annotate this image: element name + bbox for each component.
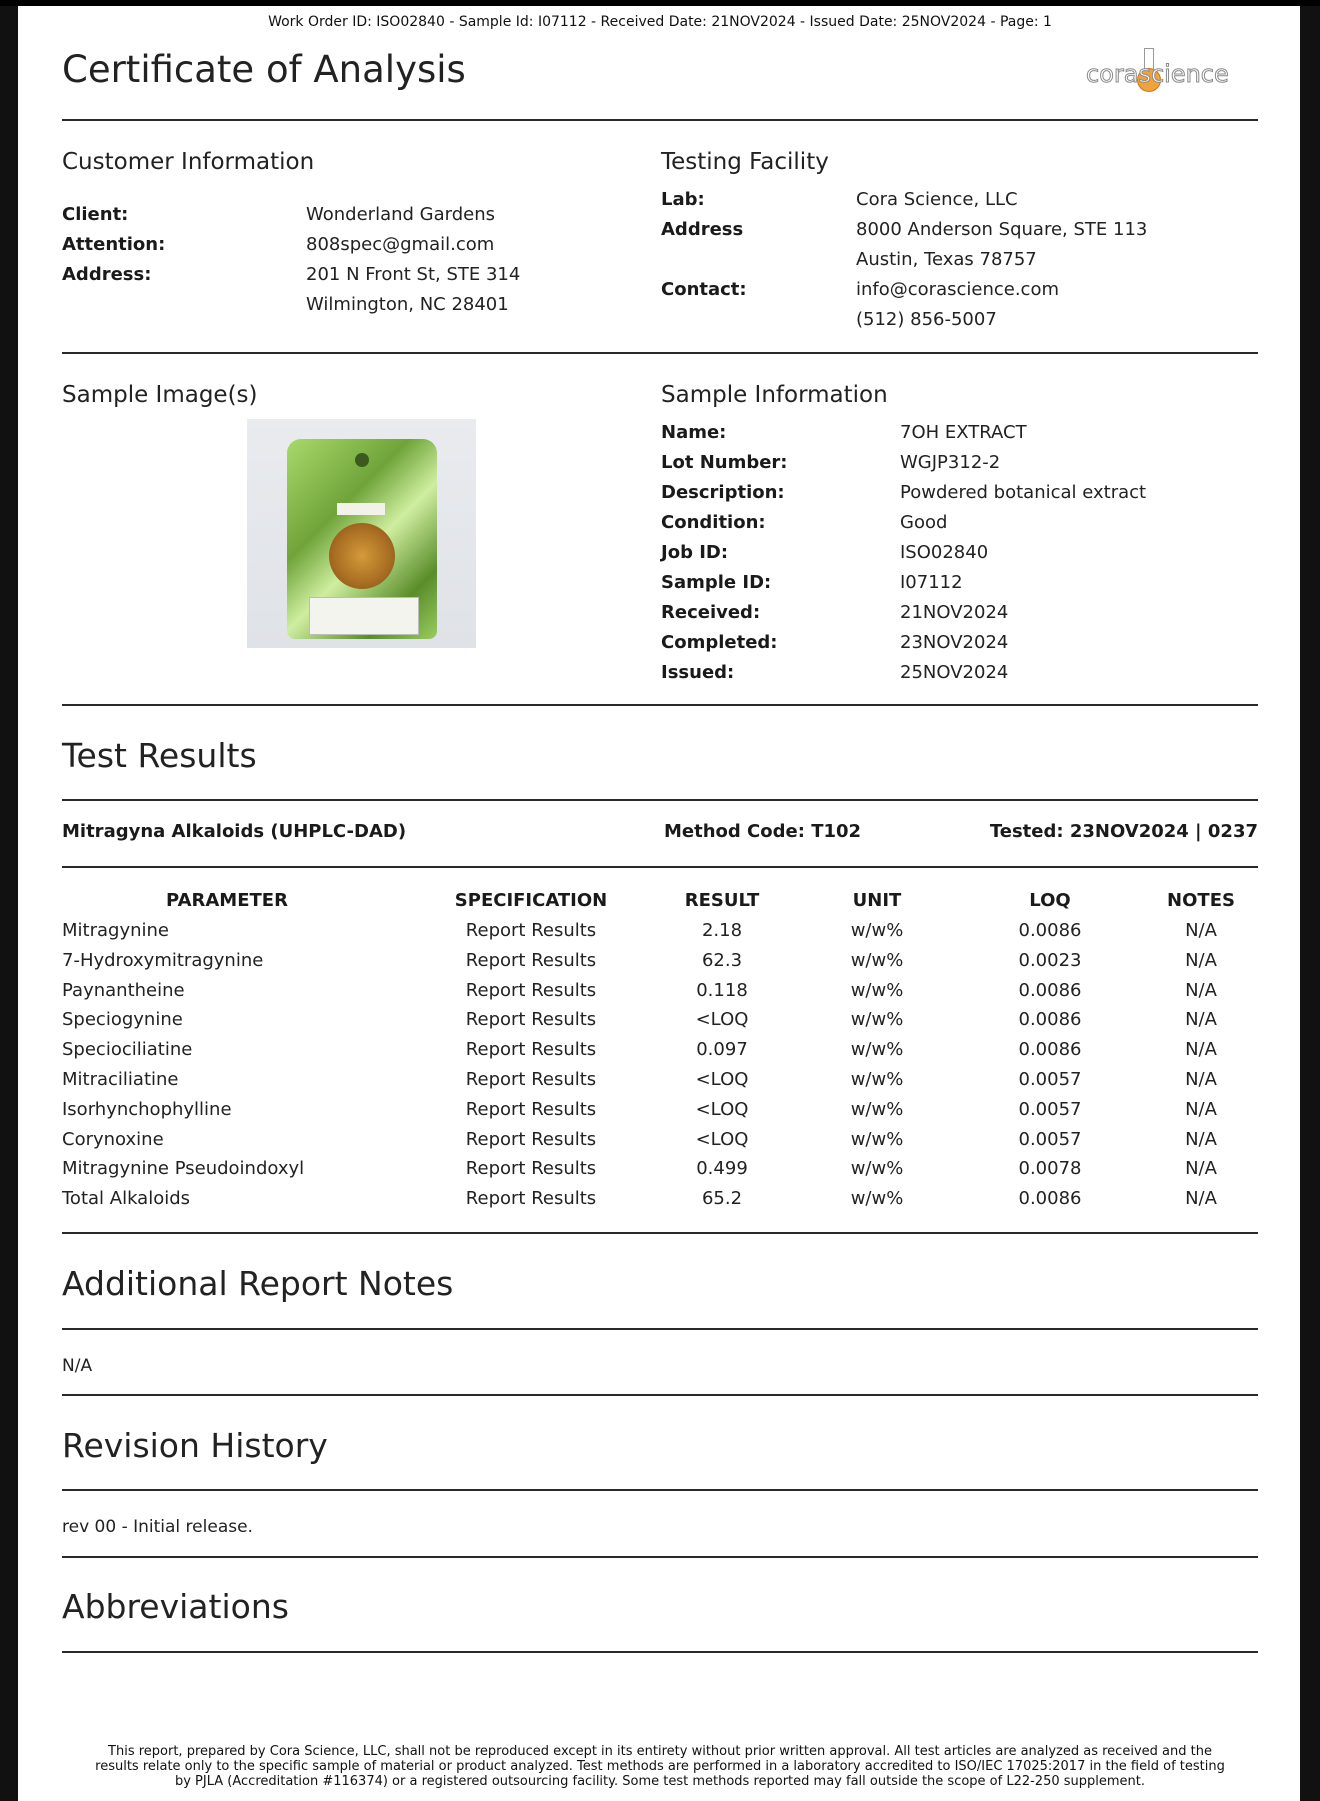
- customer-address-line1: 201 N Front St, STE 314: [306, 264, 521, 285]
- work-order-header: Work Order ID: ISO02840 - Sample Id: I07112 - Received Date: 21NOV2024 - Issued Date: 25NOV2024 - Page: 1: [268, 14, 1052, 30]
- bag-contents: [329, 523, 395, 589]
- result-cell-notes: N/A: [1185, 920, 1217, 941]
- sample-info-label: Condition:: [661, 512, 766, 533]
- legal-footer: [62, 1744, 1258, 1789]
- result-cell-notes: N/A: [1185, 950, 1217, 971]
- result-cell-result: <LOQ: [695, 1009, 749, 1030]
- result-cell-notes: N/A: [1185, 980, 1217, 1001]
- result-cell-spec: Report Results: [465, 1009, 597, 1030]
- result-cell-loq: 0.0078: [1018, 1158, 1082, 1179]
- result-cell-parameter: Mitragynine: [62, 920, 169, 941]
- divider: [62, 866, 1258, 868]
- divider: [62, 1394, 1258, 1396]
- sample-info-label: Completed:: [661, 632, 778, 653]
- result-cell-loq: 0.0057: [1018, 1069, 1082, 1090]
- abbreviations-heading: Abbreviations: [62, 1587, 289, 1626]
- additional-notes-heading: Additional Report Notes: [62, 1264, 454, 1303]
- cora-science-logo: [1086, 46, 1246, 96]
- result-cell-notes: N/A: [1185, 1099, 1217, 1120]
- sample-info-label: Received:: [661, 602, 761, 623]
- result-cell-result: <LOQ: [695, 1129, 749, 1150]
- test-results-heading: Test Results: [62, 736, 257, 775]
- divider: [62, 799, 1258, 801]
- result-cell-parameter: Total Alkaloids: [62, 1188, 191, 1209]
- sample-info-value: 23NOV2024: [900, 632, 1009, 653]
- result-cell-unit: w/w%: [850, 1129, 904, 1150]
- customer-address-label: Address:: [62, 264, 152, 285]
- result-cell-spec: Report Results: [465, 980, 597, 1001]
- result-cell-result: 2.18: [701, 920, 743, 941]
- result-cell-parameter: 7-Hydroxymitragynine: [62, 950, 264, 971]
- result-cell-unit: w/w%: [850, 1158, 904, 1179]
- lab-value: Cora Science, LLC: [856, 189, 1018, 210]
- column-header-loq: LOQ: [1029, 890, 1071, 911]
- method-code: Method Code: T102: [664, 821, 862, 842]
- assay-name: Mitragyna Alkaloids (UHPLC-DAD): [62, 821, 407, 842]
- divider: [62, 352, 1258, 354]
- divider: [62, 704, 1258, 706]
- client-label: Client:: [62, 204, 129, 225]
- footer-line: by PJLA (Accreditation #116374) or a registered outsourcing facility. Some test methods reported may fall outside the scope of L22-250 supplement.: [174, 1774, 1146, 1789]
- column-header-result: RESULT: [684, 890, 760, 911]
- sample-info-label: Description:: [661, 482, 785, 503]
- result-cell-parameter: Speciociliatine: [62, 1039, 193, 1060]
- attention-value: 808spec@gmail.com: [306, 234, 495, 255]
- lab-label: Lab:: [661, 189, 705, 210]
- logo-text: corascience: [1086, 60, 1229, 88]
- result-cell-loq: 0.0023: [1018, 950, 1082, 971]
- result-cell-unit: w/w%: [850, 1009, 904, 1030]
- sample-info-label: Name:: [661, 422, 727, 443]
- result-cell-loq: 0.0086: [1018, 1009, 1082, 1030]
- contact-label: Contact:: [661, 279, 747, 300]
- result-cell-notes: N/A: [1185, 1158, 1217, 1179]
- result-cell-spec: Report Results: [465, 950, 597, 971]
- result-cell-notes: N/A: [1185, 1039, 1217, 1060]
- result-cell-unit: w/w%: [850, 1069, 904, 1090]
- result-cell-unit: w/w%: [850, 1099, 904, 1120]
- result-cell-result: 62.3: [701, 950, 743, 971]
- sample-info-value: Powdered botanical extract: [900, 482, 1147, 503]
- result-cell-result: <LOQ: [695, 1069, 749, 1090]
- result-cell-parameter: Corynoxine: [62, 1129, 164, 1150]
- footer-line: This report, prepared by Cora Science, LLC, shall not be reproduced except in its entirety without prior written approval. All test articles are analyzed as received and the: [108, 1744, 1212, 1759]
- facility-address-label: Address: [661, 219, 744, 240]
- result-cell-loq: 0.0086: [1018, 980, 1082, 1001]
- result-cell-notes: N/A: [1185, 1129, 1217, 1150]
- result-cell-loq: 0.0086: [1018, 920, 1082, 941]
- result-cell-spec: Report Results: [465, 1099, 597, 1120]
- sample-info-label: Job ID:: [661, 542, 729, 563]
- result-cell-unit: w/w%: [850, 1188, 904, 1209]
- footer-line: results relate only to the specific sample of material or product analyzed. Test methods are performed in a laboratory accredited to ISO/IEC 17025:2017 in the field of testing: [95, 1759, 1225, 1774]
- result-cell-notes: N/A: [1185, 1069, 1217, 1090]
- revision-history-heading: Revision History: [62, 1426, 328, 1465]
- result-cell-loq: 0.0057: [1018, 1129, 1082, 1150]
- result-cell-spec: Report Results: [465, 1069, 597, 1090]
- bag-tag: [337, 503, 385, 515]
- sample-info-value: ISO02840: [900, 542, 989, 563]
- page-title: Certificate of Analysis: [62, 48, 466, 91]
- result-cell-result: 0.118: [696, 980, 748, 1001]
- sample-image-heading: Sample Image(s): [62, 382, 258, 408]
- facility-address-line2: Austin, Texas 78757: [856, 249, 1037, 270]
- divider: [62, 1651, 1258, 1653]
- result-cell-notes: N/A: [1185, 1188, 1217, 1209]
- revision-history-text: rev 00 - Initial release.: [62, 1517, 253, 1537]
- divider: [62, 1328, 1258, 1330]
- result-cell-result: 0.499: [696, 1158, 748, 1179]
- result-cell-spec: Report Results: [465, 1129, 597, 1150]
- column-header-parameter: PARAMETER: [166, 890, 288, 911]
- contact-phone: (512) 856-5007: [856, 309, 997, 330]
- divider: [62, 1556, 1258, 1558]
- result-cell-loq: 0.0086: [1018, 1039, 1082, 1060]
- sample-info-value: Good: [900, 512, 948, 533]
- result-cell-parameter: Isorhynchophylline: [62, 1099, 232, 1120]
- document-page: [18, 6, 1300, 1801]
- result-cell-unit: w/w%: [850, 1039, 904, 1060]
- sample-info-value: I07112: [900, 572, 963, 593]
- sample-photo: [247, 419, 476, 648]
- result-cell-unit: w/w%: [850, 950, 904, 971]
- result-cell-parameter: Mitragynine Pseudoindoxyl: [62, 1158, 305, 1179]
- result-cell-parameter: Speciogynine: [62, 1009, 183, 1030]
- facility-address-line1: 8000 Anderson Square, STE 113: [856, 219, 1148, 240]
- result-cell-parameter: Paynantheine: [62, 980, 185, 1001]
- bag-label: [309, 597, 419, 635]
- bag-hang-hole: [355, 453, 369, 467]
- divider: [62, 1232, 1258, 1234]
- tested-date: Tested: 23NOV2024 | 0237: [989, 821, 1258, 842]
- sample-info-label: Lot Number:: [661, 452, 788, 473]
- result-cell-unit: w/w%: [850, 920, 904, 941]
- sample-info-value: WGJP312-2: [900, 452, 1001, 473]
- result-cell-unit: w/w%: [850, 980, 904, 1001]
- sample-bag: [287, 439, 437, 639]
- attention-label: Attention:: [62, 234, 166, 255]
- customer-address-line2: Wilmington, NC 28401: [306, 294, 509, 315]
- sample-info-label: Sample ID:: [661, 572, 772, 593]
- column-header-unit: UNIT: [852, 890, 902, 911]
- result-cell-notes: N/A: [1185, 1009, 1217, 1030]
- client-value: Wonderland Gardens: [306, 204, 495, 225]
- result-cell-result: 0.097: [696, 1039, 748, 1060]
- result-cell-result: <LOQ: [695, 1099, 749, 1120]
- result-cell-parameter: Mitraciliatine: [62, 1069, 179, 1090]
- result-cell-spec: Report Results: [465, 920, 597, 941]
- result-cell-spec: Report Results: [465, 1188, 597, 1209]
- result-cell-spec: Report Results: [465, 1158, 597, 1179]
- divider: [62, 119, 1258, 121]
- result-cell-spec: Report Results: [465, 1039, 597, 1060]
- sample-info-value: 7OH EXTRACT: [900, 422, 1027, 443]
- result-cell-result: 65.2: [701, 1188, 743, 1209]
- column-header-specification: SPECIFICATION: [454, 890, 608, 911]
- contact-email: info@corascience.com: [856, 279, 1059, 300]
- facility-heading: Testing Facility: [661, 149, 829, 175]
- result-cell-loq: 0.0086: [1018, 1188, 1082, 1209]
- sample-info-value: 25NOV2024: [900, 662, 1009, 683]
- divider: [62, 1489, 1258, 1491]
- column-header-notes: NOTES: [1167, 890, 1235, 911]
- sample-info-value: 21NOV2024: [900, 602, 1009, 623]
- result-cell-loq: 0.0057: [1018, 1099, 1082, 1120]
- sample-info-label: Issued:: [661, 662, 735, 683]
- sample-info-heading: Sample Information: [661, 382, 888, 408]
- additional-notes-text: N/A: [62, 1356, 93, 1376]
- customer-heading: Customer Information: [62, 149, 315, 175]
